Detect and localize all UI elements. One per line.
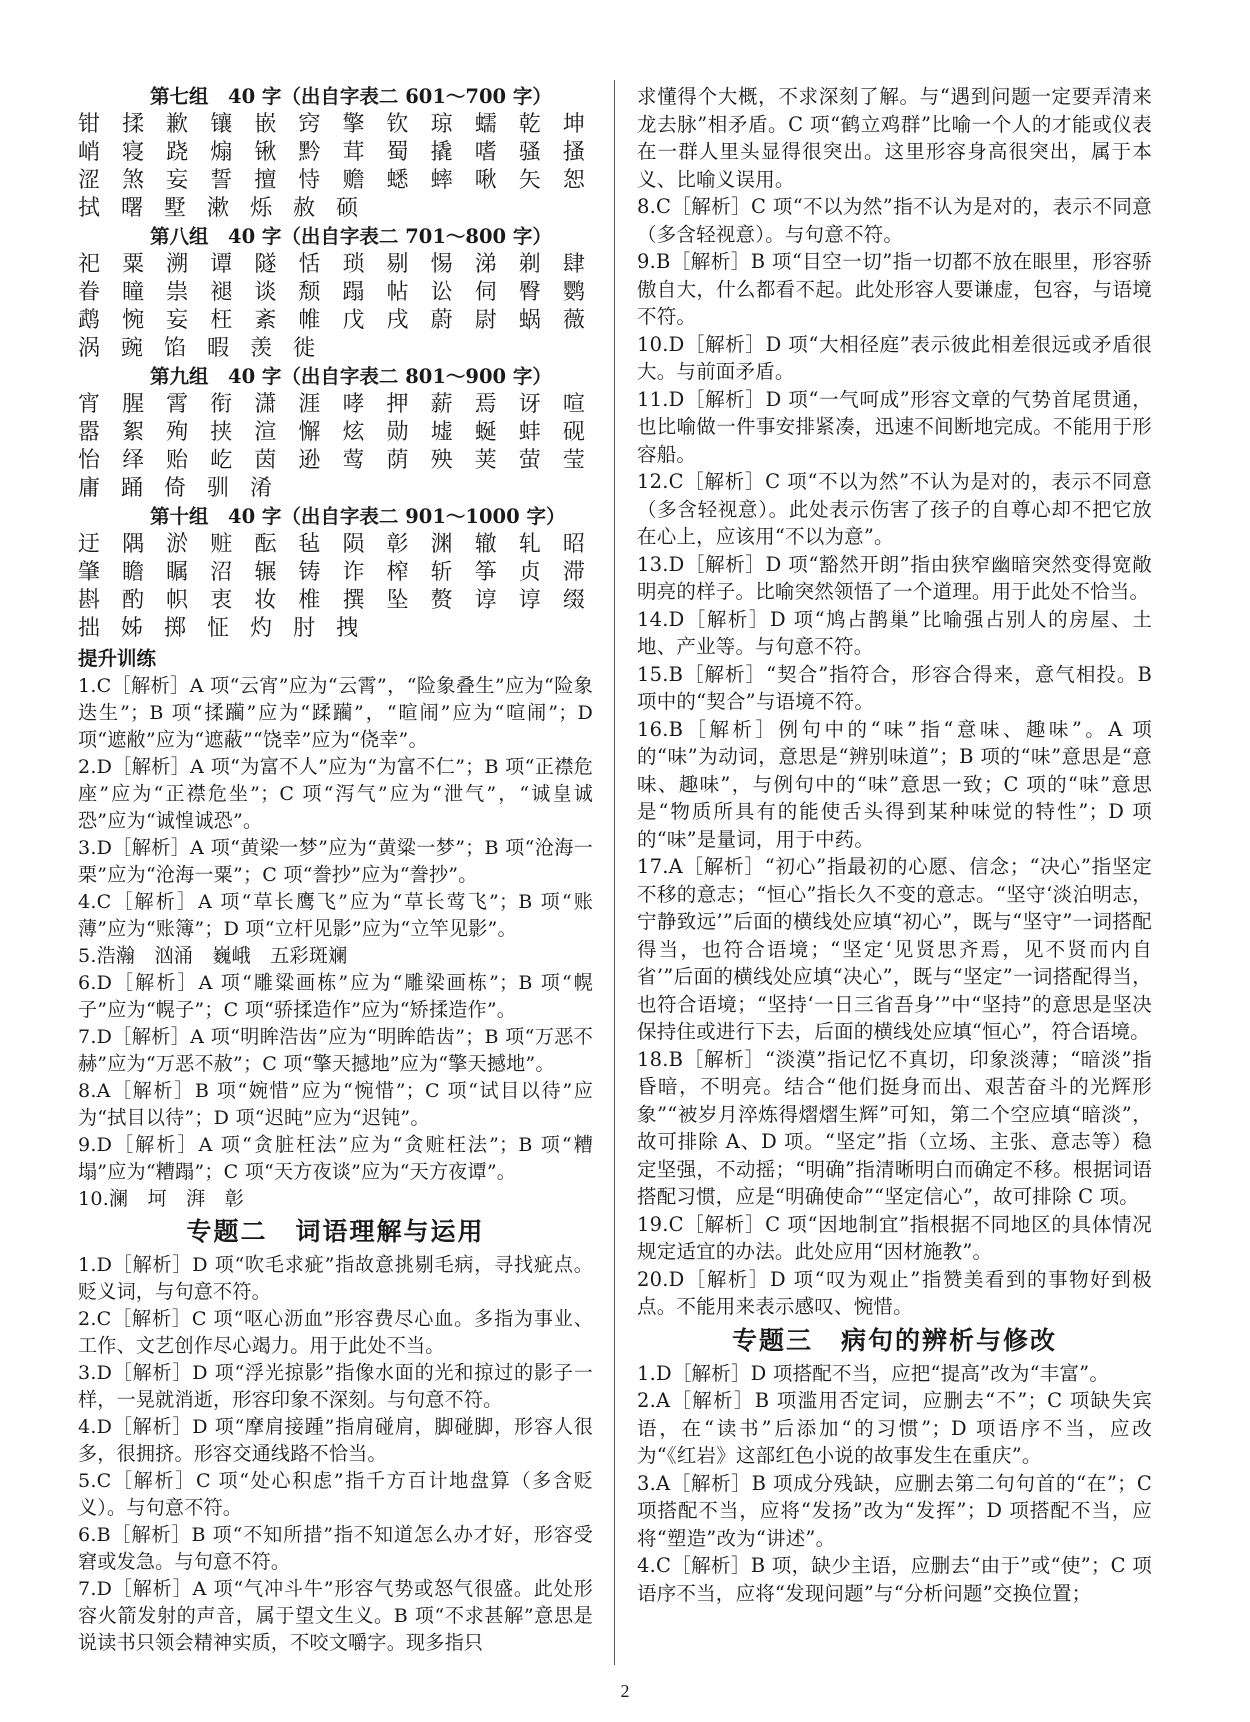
char: 轧 xyxy=(518,532,541,557)
char: 蠕 xyxy=(474,112,497,137)
char: 帖 xyxy=(386,280,409,305)
char: 乾 xyxy=(518,112,541,137)
char: 姊 xyxy=(121,616,144,641)
char: 涯 xyxy=(298,392,321,417)
answer-item: 1.D［解析］D 项“吹毛求疵”指故意挑剔毛病，寻找疵点。贬义词，与句意不符。 xyxy=(78,1253,593,1303)
char: 挟 xyxy=(210,420,233,445)
char: 瞳 xyxy=(122,280,145,305)
char: 馅 xyxy=(164,336,187,361)
char: 琼 xyxy=(430,112,453,137)
char: 铸 xyxy=(298,560,321,585)
char: 臀 xyxy=(518,280,541,305)
answer-item: 10.澜 坷 湃 彰 xyxy=(78,1187,245,1210)
answer-item: 16.B［解析］例句中的“味”指“意味、趣味”。A 项的“味”为动词，意思是“辨别味道”；B 项的“味”意思是“意味、趣味”，与例句中的“味”意思一致；C 项的“味”意思是“物质所具有的能使舌头得到某种味觉的特性”；D 项的“味”是量词，用于中药。 xyxy=(637,717,1152,851)
char-row xyxy=(78,307,593,335)
char-row xyxy=(78,419,593,447)
char: 烁 xyxy=(250,196,273,221)
answer-item: 13.D［解析］D 项“豁然开朗”指由狭窄幽暗突然变得宽敞明亮的样子。比喻突然领悟了一个道理。用于此处不恰当。 xyxy=(637,552,1152,603)
left-column xyxy=(78,83,593,1656)
char: 莹 xyxy=(562,448,585,473)
char: 曙 xyxy=(121,196,144,221)
char: 肆 xyxy=(562,252,585,277)
char: 絮 xyxy=(122,420,145,445)
char: 庸 xyxy=(78,476,101,501)
char: 萤 xyxy=(518,448,541,473)
answer-item: 12.C［解析］C 项“不以为然”不认为是对的，表示不同意（多含轻视意）。此处表示伤害了孩子的自尊心却不把它放在心上，应该用“不以为意”。 xyxy=(637,470,1152,548)
answer-item: 2.C［解析］C 项“呕心沥血”形容费尽心血。多指为事业、工作、文艺创作尽心竭力。用于此处不当。 xyxy=(78,1307,593,1357)
char: 妄 xyxy=(166,308,189,333)
char: 撬 xyxy=(430,140,453,165)
char: 辙 xyxy=(474,532,497,557)
char: 谭 xyxy=(210,252,233,277)
char: 掷 xyxy=(164,616,187,641)
char: 蚌 xyxy=(518,420,541,445)
char-row xyxy=(78,531,593,559)
topic-two-list-right xyxy=(637,83,1152,1321)
char-group-8 xyxy=(78,223,593,363)
char: 颓 xyxy=(298,280,321,305)
char: 衷 xyxy=(210,588,233,613)
page-number: 2 xyxy=(620,1681,630,1701)
char: 嚣 xyxy=(78,420,101,445)
char: 彰 xyxy=(386,532,409,557)
char: 眷 xyxy=(78,280,101,305)
char: 蜗 xyxy=(518,308,541,333)
topic-two-name: 词语理解与运用 xyxy=(295,1217,485,1246)
char: 赘 xyxy=(430,588,453,613)
answer-item: 20.D［解析］D 项“叹为观止”指赞美看到的事物好到极点。不能用来表示感叹、惋惜。 xyxy=(637,1267,1152,1318)
char: 拙 xyxy=(78,616,101,641)
char: 蔚 xyxy=(430,308,453,333)
char: 恃 xyxy=(298,168,321,193)
char: 懈 xyxy=(298,420,321,445)
char: 谆 xyxy=(518,588,541,613)
char: 黔 xyxy=(298,140,321,165)
char: 潇 xyxy=(254,392,277,417)
char: 琐 xyxy=(342,252,365,277)
char-row xyxy=(78,475,593,503)
topic-two-list-left xyxy=(78,1251,593,1656)
char: 荚 xyxy=(474,448,497,473)
char: 贻 xyxy=(166,448,189,473)
char: 毡 xyxy=(298,532,321,557)
char: 薪 xyxy=(430,392,453,417)
char: 嵌 xyxy=(254,112,277,137)
char: 鹉 xyxy=(78,308,101,333)
char: 讶 xyxy=(518,392,541,417)
answer-item: 7.D［解析］A 项“气冲斗牛”形容气势或怒气很盛。此处形容火箭发射的声音，属于望文生义。B 项“不求甚解”意思是说读书只领会精神实质，不咬文嚼字。现多指只 xyxy=(78,1577,593,1654)
char: 拽 xyxy=(336,616,359,641)
answer-item: 4.C［解析］B 项，缺少主语，应删去“由于”或“使”；C 项语序不当，应将“发现问题”与“分析问题”交换位置； xyxy=(637,1554,1152,1605)
char: 酝 xyxy=(254,532,277,557)
char: 豌 xyxy=(121,336,144,361)
right-column xyxy=(637,83,1152,1607)
char: 暇 xyxy=(207,336,230,361)
char: 喧 xyxy=(562,392,585,417)
char: 陨 xyxy=(342,532,365,557)
char: 屹 xyxy=(210,448,233,473)
answer-item: 6.B［解析］B 项“不知所措”指不知道怎么办才好，形容受窘或发急。与句意不符。 xyxy=(78,1523,593,1573)
char: 筝 xyxy=(474,560,497,585)
char: 茸 xyxy=(342,140,365,165)
char: 荫 xyxy=(386,448,409,473)
ascent-training-heading: 提升训练 xyxy=(78,647,157,670)
char: 剃 xyxy=(518,252,541,277)
answer-item: 5.浩瀚 汹涌 巍峨 五彩斑斓 xyxy=(78,944,348,967)
char: 谆 xyxy=(474,588,497,613)
char: 帜 xyxy=(166,588,189,613)
char: 倚 xyxy=(164,476,187,501)
char: 斟 xyxy=(78,588,101,613)
answer-item: 11.D［解析］D 项“一气呵成”形容文章的气势首尾贯通，也比喻做一件事安排紧凑，迅速不间断地完成。不能用于形容船。 xyxy=(637,387,1152,466)
char: 讼 xyxy=(430,280,453,305)
topic-three-list xyxy=(637,1360,1152,1608)
char: 煽 xyxy=(210,140,233,165)
char-row xyxy=(78,111,593,139)
char-row xyxy=(78,139,593,167)
char-row xyxy=(78,167,593,195)
char: 诈 xyxy=(342,560,365,585)
answer-item: 5.C［解析］C 项“处心积虑”指千方百计地盘算（多含贬义）。与句意不符。 xyxy=(78,1469,593,1519)
answer-item: 求懂得个大概，不求深刻了解。与“遇到问题一定要弄清来龙去脉”相矛盾。C 项“鹤立鸡群”比喻一个人的才能或仪表在一群人里头显得很突出。这里形容身高很突出，属于本义、比喻义误用。 xyxy=(637,85,1152,191)
char: 戊 xyxy=(342,308,365,333)
char: 钳 xyxy=(78,112,101,137)
char: 迂 xyxy=(78,532,101,557)
char: 逊 xyxy=(298,448,321,473)
char-group-heading: 第九组 40 字（出自字表二 801～900 字） xyxy=(150,365,552,388)
char: 宵 xyxy=(78,392,101,417)
char-row xyxy=(78,615,593,643)
char: 隅 xyxy=(122,532,145,557)
char: 擎 xyxy=(342,112,365,137)
char: 驯 xyxy=(207,476,230,501)
topic-two-title xyxy=(78,1214,593,1250)
char: 钦 xyxy=(386,112,409,137)
ascent-training-list xyxy=(78,672,593,1212)
char: 焉 xyxy=(474,392,497,417)
char: 赡 xyxy=(342,168,365,193)
char: 渲 xyxy=(254,420,277,445)
answer-item: 8.C［解析］C 项“不以为然”指不认为是对的，表示不同意（多含轻视意）。与句意不符。 xyxy=(637,195,1152,246)
char: 煞 xyxy=(122,168,145,193)
answer-item: 4.C［解析］A 项“草长鹰飞”应为“草长莺飞”；B 项“账薄”应为“账簿”；D 项“立杆见影”应为“立竿见影”。 xyxy=(78,890,593,940)
char: 誓 xyxy=(210,168,233,193)
char: 粟 xyxy=(122,252,145,277)
char: 霄 xyxy=(166,392,189,417)
char: 羡 xyxy=(250,336,273,361)
answer-item: 8.A［解析］B 项“婉惜”应为“惋惜”；C 项“试目以待”应为“拭目以待”；D 项“迟盹”应为“迟钝”。 xyxy=(78,1079,593,1129)
char-row xyxy=(78,447,593,475)
answer-item: 9.B［解析］B 项“目空一切”指一切都不放在眼里，形容骄傲自大，什么都看不起。此处形容人要谦虚，包容，与语境不符。 xyxy=(637,250,1152,328)
char: 滞 xyxy=(562,560,585,585)
answer-item: 9.D［解析］A 项“贪脏枉法”应为“贪赃枉法”；B 项“糟塌”应为“糟蹋”；C 项“天方夜谈”应为“天方夜谭”。 xyxy=(78,1133,593,1183)
char: 肇 xyxy=(78,560,101,585)
char: 尉 xyxy=(474,308,497,333)
char: 撰 xyxy=(342,588,365,613)
answer-item: 7.D［解析］A 项“明眸浩齿”应为“明眸皓齿”；B 项“万恶不赫”应为“万恶不赦”；C 项“擎天撼地”应为“擎天撼地”。 xyxy=(78,1025,593,1075)
answer-item: 2.A［解析］B 项滥用否定词，应删去“不”；C 项缺失宾语，在“读书”后添加“的习惯”；D 项语序不当，应改为“《红岩》这部红色小说的故事发生在重庆”。 xyxy=(637,1389,1152,1467)
char: 蟋 xyxy=(386,168,409,193)
answer-item: 10.D［解析］D 项“大相径庭”表示彼此相差很远或矛盾很大。与前面矛盾。 xyxy=(637,332,1152,383)
char: 茵 xyxy=(254,448,277,473)
char: 缀 xyxy=(562,588,585,613)
char: 瞻 xyxy=(122,560,145,585)
char: 涡 xyxy=(78,336,101,361)
char: 炫 xyxy=(342,420,365,445)
char: 搔 xyxy=(562,140,585,165)
char: 涕 xyxy=(474,252,497,277)
char: 辗 xyxy=(254,560,277,585)
char: 绎 xyxy=(122,448,145,473)
answer-item: 4.D［解析］D 项“摩肩接踵”指肩碰肩，脚碰脚，形容人很多，很拥挤。形容交通线路不恰当。 xyxy=(78,1415,593,1465)
char: 赦 xyxy=(293,196,316,221)
char-row xyxy=(78,587,593,615)
char: 枉 xyxy=(210,308,233,333)
char-group-heading: 第八组 40 字（出自字表二 701～800 字） xyxy=(150,225,552,248)
char: 戌 xyxy=(386,308,409,333)
char: 峭 xyxy=(78,140,101,165)
char: 伺 xyxy=(474,280,497,305)
char: 蜀 xyxy=(386,140,409,165)
char: 蹋 xyxy=(342,280,365,305)
answer-item: 3.D［解析］D 项“浮光掠影”指像水面的光和掠过的影子一样，一晃就消逝，形容印象不深刻。与句意不符。 xyxy=(78,1361,593,1411)
char: 灼 xyxy=(250,616,273,641)
char: 硕 xyxy=(336,196,359,221)
char: 隧 xyxy=(254,252,277,277)
char-group-9 xyxy=(78,363,593,503)
char-group-heading: 第十组 40 字（出自字表二 901～1000 字） xyxy=(150,505,566,528)
char: 怔 xyxy=(207,616,230,641)
char: 祟 xyxy=(166,280,189,305)
char: 踊 xyxy=(121,476,144,501)
char: 揉 xyxy=(122,112,145,137)
char: 恕 xyxy=(562,168,585,193)
char: 啾 xyxy=(474,168,497,193)
char: 祀 xyxy=(78,252,101,277)
char: 剔 xyxy=(386,252,409,277)
char: 榨 xyxy=(386,560,409,585)
topic-three-label: 专题三 xyxy=(731,1325,813,1355)
char: 蜒 xyxy=(474,420,497,445)
char-group-10 xyxy=(78,503,593,643)
char: 褪 xyxy=(210,280,233,305)
char: 瞩 xyxy=(166,560,189,585)
char: 嗜 xyxy=(474,140,497,165)
topic-three-title xyxy=(637,1323,1152,1359)
char: 殃 xyxy=(430,448,453,473)
char: 殉 xyxy=(166,420,189,445)
char: 椎 xyxy=(298,588,321,613)
char: 贞 xyxy=(518,560,541,585)
char-row xyxy=(78,279,593,307)
char-row xyxy=(78,559,593,587)
char: 淆 xyxy=(250,476,273,501)
char: 鹦 xyxy=(562,280,585,305)
answer-item: 3.A［解析］B 项成分残缺，应删去第二句句首的“在”；C 项搭配不当，应将“发扬”改为“发挥”；D 项搭配不当，应将“塑造”改为“讲述”。 xyxy=(637,1471,1152,1550)
char: 坠 xyxy=(386,588,409,613)
char: 酌 xyxy=(122,588,145,613)
answer-item: 17.A［解析］“初心”指最初的心愿、信念；“决心”指坚定不移的意志；“恒心”指长久不变的意志。“坚守‘淡泊明志，宁静致远’”后面的横线处应填“初心”，既与“坚守”一词搭配得当，也符合语境；“坚定‘见贤思齐焉，见不贤而内自省’”后面的横线处应填“决心”，既与“坚定”一词搭配得当，也符合语境；“坚持‘一日三省吾身’”中“坚持”的意思是坚决保持住或进行下去，后面的横线处应填“恒心”，符合语境。 xyxy=(637,855,1152,1043)
char: 沼 xyxy=(210,560,233,585)
char: 矢 xyxy=(518,168,541,193)
char: 歉 xyxy=(166,112,189,137)
char: 薇 xyxy=(562,308,585,333)
char: 妄 xyxy=(166,168,189,193)
char: 镶 xyxy=(210,112,233,137)
answer-item: 15.B［解析］“契合”指符合，形容合得来，意气相投。B 项中的“契合”与语境不符。 xyxy=(637,662,1152,713)
char: 惕 xyxy=(430,252,453,277)
char: 窍 xyxy=(298,112,321,137)
char: 恬 xyxy=(298,252,321,277)
answer-item: 19.C［解析］C 项“因地制宜”指根据不同地区的具体情况规定适宜的办法。此处应用“因材施教”。 xyxy=(637,1212,1152,1263)
char: 斩 xyxy=(430,560,453,585)
char: 跷 xyxy=(166,140,189,165)
char: 昭 xyxy=(562,532,585,557)
char: 腥 xyxy=(122,392,145,417)
char-row xyxy=(78,335,593,363)
char: 淤 xyxy=(166,532,189,557)
char: 擅 xyxy=(254,168,277,193)
char: 哮 xyxy=(342,392,365,417)
char: 肘 xyxy=(293,616,316,641)
topic-three-name: 病句的辨析与修改 xyxy=(841,1325,1058,1355)
char: 涩 xyxy=(78,168,101,193)
char: 勋 xyxy=(386,420,409,445)
char: 赃 xyxy=(210,532,233,557)
char-group-7 xyxy=(78,83,593,223)
char: 骚 xyxy=(518,140,541,165)
answer-item: 18.B［解析］“淡漠”指记忆不真切，印象淡薄；“暗淡”指昏暗，不明亮。结合“他们挺身而出、艰苦奋斗的光辉形象”“被岁月淬炼得熠熠生辉”可知，第二个空应填“暗淡”，故可排除 A、D 项。“坚定”指（立场、主张、意志等）稳定坚强，不动摇；“明确”指清晰明白而确定不移。根据词语搭配习惯，应是“明确使命”“坚定信心”，故可排除 C 项。 xyxy=(637,1047,1152,1208)
char: 莺 xyxy=(342,448,365,473)
char: 怡 xyxy=(78,448,101,473)
answer-item: 2.D［解析］A 项“为富不人”应为“为富不仁”；B 项“正襟危座”应为“正襟危坐”；C 项“泻气”应为“泄气”，“诚皇诚恐”应为“诚惶诚恐”。 xyxy=(78,755,593,832)
char: 谈 xyxy=(254,280,277,305)
char: 拭 xyxy=(78,196,101,221)
char-group-heading: 第七组 40 字（出自字表二 601～700 字） xyxy=(150,85,552,108)
char: 锹 xyxy=(254,140,277,165)
char: 砚 xyxy=(562,420,585,445)
char-row xyxy=(78,391,593,419)
char: 溯 xyxy=(166,252,189,277)
char: 徙 xyxy=(293,336,316,361)
char: 漱 xyxy=(207,196,230,221)
char: 寝 xyxy=(122,140,145,165)
char: 押 xyxy=(386,392,409,417)
column-divider xyxy=(614,80,615,1665)
topic-two-label: 专题二 xyxy=(186,1217,268,1246)
char: 惋 xyxy=(122,308,145,333)
char: 妆 xyxy=(254,588,277,613)
char: 墟 xyxy=(430,420,453,445)
answer-item: 6.D［解析］A 项“雕粱画栋”应为“雕梁画栋”；B 项“幌子”应为“幌子”；C 项“骄揉造作”应为“矫揉造作”。 xyxy=(78,971,593,1021)
answer-item: 3.D［解析］A 项“黄梁一梦”应为“黄粱一梦”；B 项“沧海一栗”应为“沧海一粟”；C 项“誊抄”应为“誊抄”。 xyxy=(78,836,593,886)
char: 坤 xyxy=(562,112,585,137)
char: 紊 xyxy=(254,308,277,333)
char: 帷 xyxy=(298,308,321,333)
char: 墅 xyxy=(164,196,187,221)
answer-item: 14.D［解析］D 项“鸠占鹊巢”比喻强占别人的房屋、土地、产业等。与句意不符。 xyxy=(637,607,1152,658)
char: 蟀 xyxy=(430,168,453,193)
char: 衔 xyxy=(210,392,233,417)
char-row xyxy=(78,195,593,223)
char: 渊 xyxy=(430,532,453,557)
answer-item: 1.C［解析］A 项“云宵”应为“云霄”，“险象叠生”应为“险象迭生”；B 项“揉躏”应为“蹂躏”，“暄闹”应为“喧闹”；D 项“遮敝”应为“遮蔽”“饶幸”应为“侥幸”。 xyxy=(78,674,593,751)
answer-item: 1.D［解析］D 项搭配不当，应把“提高”改为“丰富”。 xyxy=(637,1361,1110,1385)
char-row xyxy=(78,251,593,279)
